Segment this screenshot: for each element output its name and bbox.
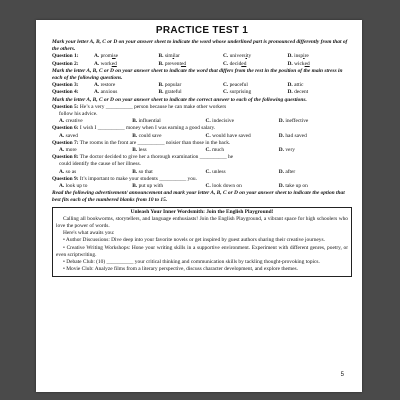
option-d[interactable] [279,183,352,190]
question-label: Question 6: [52,125,79,132]
question-stem: He’s a very __________ person because he can make other workers [79,103,227,110]
test-page [36,20,362,392]
option-letter: C. [223,53,229,60]
option-letter: B. [158,89,164,96]
option-text: look down on [212,183,242,190]
option-d[interactable] [288,61,353,68]
option-d[interactable] [279,169,352,176]
option-letter: C. [205,168,211,175]
option-text: prom [100,53,112,60]
options-row [52,147,352,154]
option-text: after [285,168,296,175]
option-text: had saved [285,132,307,139]
advertisement-box [52,207,352,277]
option-letter: C. [205,132,211,139]
option-text: decent [294,89,309,96]
option-a[interactable] [94,61,159,68]
option-letter: C. [223,82,229,89]
options-row [52,169,352,176]
option-text: take up on [285,183,308,190]
instruction-pronunciation: Mark your letter A, B, C or D on your answer sheet to indicate the word whose underlined part is pronounced differently from that of the others. [52,39,348,53]
question-label: Question 5: [52,103,79,110]
ad-paragraph-awaits: Here's what awaits you: [63,230,115,237]
instruction-stress: Mark the letter A, B, C or D on your answer sheet to indicate the word that differs from the rest in the position of the main stress in each of the following questions. [52,67,343,82]
options-row [52,183,352,190]
question-7 [52,140,352,147]
question-label: Question 9: [52,175,79,182]
options-row [52,133,352,140]
option-text: decid [229,60,242,67]
option-a[interactable] [59,183,132,190]
option-d[interactable] [279,147,352,154]
option-underlined-part: is [112,53,116,60]
option-text: would have saved [212,132,251,139]
option-text: so that [138,168,153,175]
option-letter: D. [287,60,293,67]
option-text-end: e [115,53,119,60]
page-title: PRACTICE TEST 1 [155,25,249,36]
option-text-end: lar [174,53,180,60]
ad-item-movie-club: • Movie Club: Analyze films from a literary perspective, discuss character development, and explore themes. [63,266,298,273]
option-text: influential [138,118,161,125]
option-letter: A. [94,60,100,67]
option-text: could save [138,132,162,139]
option-text: indecisive [212,118,234,125]
option-text: prevent [164,60,181,67]
option-a[interactable] [94,53,159,60]
option-c[interactable] [223,89,288,96]
question-stem-continued: follow his advice. [59,111,98,118]
option-c[interactable] [223,53,288,60]
question-stem: The rooms in the front are __________ noisier than those in the back. [79,139,231,146]
option-text: put up with [138,183,164,190]
option-letter: A. [94,89,100,96]
instruction-advertisement: Read the following advertisement/ announcement and mark your letter A, B, C or D on your answer sheet to indicate the option that best fits each of the numbered blanks from 10 to 15. [52,190,345,204]
question-label: Question 8: [52,154,79,161]
option-text: wick [294,60,305,67]
option-letter: C. [223,89,229,96]
option-c[interactable] [206,118,279,125]
option-b[interactable] [132,183,205,190]
option-letter: B. [132,118,138,125]
option-a[interactable] [59,147,132,154]
option-text: sim [164,53,173,60]
option-text: surprising [229,89,252,96]
ad-item-debate-club: • Debate Club: (10) __________ your critical thinking and communication skills by tackling thought-provoking topics. [63,259,320,266]
option-text: unless [212,168,226,175]
question-6 [52,125,352,132]
option-text-end: re [304,53,309,60]
option-letter: C. [205,118,211,125]
option-d[interactable] [288,53,353,60]
option-d[interactable] [279,118,352,125]
option-letter: B. [132,168,138,175]
option-text: saved [65,132,78,139]
option-letter: A. [59,118,65,125]
option-letter: D. [287,82,293,89]
option-b[interactable] [159,53,224,60]
option-d[interactable] [279,133,352,140]
option-letter: D. [278,168,284,175]
option-b[interactable] [159,89,224,96]
ad-title: Unleash Your Inner Wordsmith: Join the English Playground! [130,208,274,215]
option-text: peaceful [229,82,248,89]
option-text: creative [65,118,83,125]
option-underlined-part: ed [241,60,247,67]
option-text: popular [164,82,182,89]
question-stem: I wish I __________ money when I was earning a good salary. [79,125,216,132]
question-label: Question 1: [52,53,79,60]
question-label: Question 7: [52,139,79,146]
option-a[interactable] [59,169,132,176]
option-underlined-part: i [245,53,247,60]
option-letter: D. [278,118,284,125]
option-letter: A. [59,183,65,190]
option-letter: C. [223,60,229,67]
option-letter: C. [205,147,211,154]
question-stem: The doctor decided to give her a thorough examination __________ he [79,154,234,161]
question-stem-continued: could identify the cause of her illness. [59,161,141,168]
option-text: so as [65,168,77,175]
option-c[interactable] [206,147,279,154]
option-text: work [100,60,112,67]
option-a[interactable] [94,82,159,89]
option-b[interactable] [159,61,224,68]
options-row [52,53,352,60]
ad-paragraph-intro: Calling all bookworms, storytellers, and language enthusiasts! Join the English Playground, a vibrant space for high schoolers who love the power of words. [56,215,348,230]
question-5 [52,104,352,111]
option-b[interactable] [132,133,205,140]
question-9 [52,176,352,183]
option-c[interactable] [206,183,279,190]
ad-item-writing-workshops: • Creative Writing Workshops: Hone your writing skills in a supportive environment. Experiment with different genres, poetry, or even scriptwriting. [56,244,348,258]
option-text: grateful [164,89,182,96]
option-letter: D. [278,132,284,139]
option-text: less [138,147,147,154]
option-underlined-part: ed [180,60,187,67]
option-d[interactable] [288,89,353,96]
option-text: look up to [65,183,88,190]
option-b[interactable] [132,118,205,125]
option-letter: B. [132,132,138,139]
option-c[interactable] [223,61,288,68]
option-text: restore [100,82,116,89]
option-letter: A. [59,147,65,154]
option-underlined-part: i [172,53,175,60]
options-row [52,89,352,96]
question-stem: It’s important to make your students __________ you. [79,175,197,182]
option-letter: B. [132,183,138,190]
option-letter: C. [205,183,211,190]
option-letter: B. [132,147,138,154]
option-letter: B. [158,53,164,60]
page-number: 5 [340,372,344,378]
option-text: anxious [100,89,118,96]
option-text: more [65,147,77,154]
option-text-end: ty [246,53,252,60]
options-row [52,61,352,68]
option-letter: A. [59,132,65,139]
option-underlined-part: ed [304,60,310,67]
option-letter: D. [278,147,284,154]
question-label: Question 2: [52,60,79,67]
instruction-correct-answer: Mark the letter A, B, C or D on your answer sheet to indicate the correct answer to each of the following questions. [52,96,307,103]
ad-item-author-discussions: • Author Discussions: Dive deep into your favorite novels or get inspired by guest authors sharing their creative journeys. [63,237,325,244]
option-b[interactable] [132,169,205,176]
option-text: ineffective [285,118,309,125]
option-text: very [285,147,295,154]
options-row [52,118,352,125]
option-text: much [212,147,225,154]
option-a[interactable] [59,118,132,125]
option-text: insp [294,53,304,60]
option-letter: D. [278,183,284,190]
option-c[interactable] [206,133,279,140]
option-c[interactable] [206,169,279,176]
option-text: attic [294,82,304,89]
question-label: Question 4: [52,89,79,96]
option-c[interactable] [223,82,288,89]
option-d[interactable] [288,82,353,89]
option-letter: A. [94,82,100,89]
option-letter: A. [59,168,65,175]
option-letter: D. [287,89,293,96]
option-text: univers [229,53,246,60]
options-row [52,82,352,89]
option-underlined-part: i [303,53,305,60]
option-a[interactable] [94,89,159,96]
option-b[interactable] [132,147,205,154]
option-letter: D. [287,53,293,60]
option-letter: A. [94,53,100,60]
option-letter: B. [158,60,164,67]
option-a[interactable] [59,133,132,140]
option-letter: B. [158,82,164,89]
option-underlined-part: ed [111,60,117,67]
question-label: Question 3: [52,82,79,89]
